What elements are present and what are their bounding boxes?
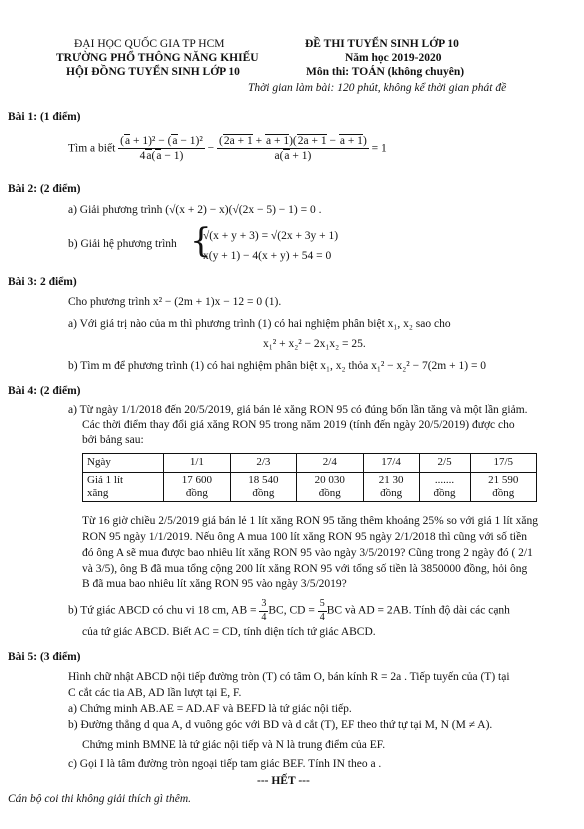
bai4-a-line: Các thời điểm thay đổi giá xăng RON 95 trong năm 2019 (tính đến ngày 20/5/2019) được cho [82,419,515,431]
bai1-fraction-2: $\frac{(2a + 1 + a + 1)(2a + 1 - a + 1)}{a(a + 1)}$ [219,135,367,163]
bai2-b-text: b) Giải hệ phương trình [68,238,177,250]
bai1-prefix: Tìm a biết [68,142,116,155]
bai1-equals: = 1 [371,142,387,155]
school-name: TRƯỜNG PHỔ THÔNG NĂNG KHIẾU [56,52,259,64]
exam-title: ĐỀ THI TUYỂN SINH LỚP 10 [305,38,459,50]
bai5-line: b) Đường thẳng d qua A, d vuông góc với BD và d cắt (T), EF theo thứ tự tại M, N (M ≠ A). [68,719,493,731]
bai4-b-line1: b) Tứ giác ABCD có chu vi 18 cm, AB = $\frac{3}{4}$ BC, CD = $\frac{5}{4}$ BC và AD = 2AB. Tính độ dài các cạnh [68,598,510,623]
bai1-equation: Tìm a biết $\frac{\text{(a + 1)² − (a − 1)²}}{4a(a - 1)}$ − $\frac{(2a + 1 + a + 1)(2a + 1 - a + 1)}{a(a + 1)}$ = 1 [68,135,387,163]
table-header-cell: 2/5 [419,454,470,473]
bai3-title: Bài 3: 2 điểm) [8,276,77,288]
bai3-a-equation: x₁² + x₂² − 2x₁x₂ = 25. [263,338,366,350]
price-table [82,453,537,502]
bai3-a-text: a) Với giá trị nào của m thì phương trình (1) có hai nghiệm phân biệt x₁, x₂ sao cho [68,318,451,330]
bai4-after-line: RON 95 ngày 1/1/2019. Nếu ông A mua 100 lít xăng RON 95 ngày 2/1/2018 thì cũng với số tiền [82,531,527,543]
time-note: Thời gian làm bài: 120 phút, không kể thời gian phát đề [248,82,507,94]
bai3-intro: Cho phương trình x² − (2m + 1)x − 12 = 0 (1). [68,296,282,308]
table-header-cell: 1/1 [164,454,230,473]
end-mark: --- HẾT --- [257,775,310,787]
bai4-after-line: Từ 16 giờ chiều 2/5/2019 giá bán lẻ 1 lít xăng RON 95 tăng thêm khoảng 25% so với giá 1 lít xăng [82,515,538,527]
bai2-title: Bài 2: (2 điểm) [8,183,81,195]
table-header-cell: 17/5 [470,454,537,473]
table-cell: 17 600 đồng [164,473,230,502]
school-year: Năm học 2019-2020 [345,52,442,64]
table-header-cell: Ngày [83,454,164,473]
bai5-title: Bài 5: (3 điểm) [8,651,81,663]
table-header-cell: 2/3 [230,454,296,473]
university-name: ĐẠI HỌC QUỐC GIA TP HCM [74,38,225,50]
bai5-line: Hình chữ nhật ABCD nội tiếp đường tròn (T) có tâm O, bán kính R = 2a . Tiếp tuyến của (T) tại [68,671,510,683]
bai2-a-equation: (√(x + 2) − x)(√(2x − 5) − 1) = 0 . [165,204,322,216]
fraction-3-4: $\frac{3}{4}$ [261,598,267,623]
bai4-title: Bài 4: (2 điểm) [8,385,81,397]
bai5-line: a) Chứng minh AB.AE = AD.AF và BEFD là tứ giác nội tiếp. [68,703,352,715]
table-cell: 21 30 đồng [363,473,419,502]
bai5-line: c) Gọi I là tâm đường tròn ngoại tiếp tam giác BEF. Tính IN theo a . [68,758,382,770]
fraction-5-4: $\frac{5}{4}$ [319,598,325,623]
council-name: HỘI ĐỒNG TUYỂN SINH LỚP 10 [66,66,240,78]
table-header-row [83,454,537,473]
bai4-a-line: bởi bảng sau: [82,434,144,446]
bai2-a [68,203,321,217]
bai3-b-text: b) Tìm m để phương trình (1) có hai nghiệm phân biệt x₁, x₂ thỏa x₁² − x₂² − 7(2m + 1) = 0 [68,360,487,372]
bai2-b-eq2: x(y + 1) − 4(x + y) + 54 = 0 [203,250,332,262]
subject: Môn thi: TOÁN (không chuyên) [306,66,465,78]
system-brace: { [190,221,212,261]
bai4-b-line2: của tứ giác ABCD. Biết AC = CD, tính diện tích tứ giác ABCD. [82,626,376,638]
table-header-cell: 17/4 [363,454,419,473]
table-cell: 20 030 đồng [297,473,363,502]
table-cell: 18 540 đồng [230,473,296,502]
bai2-a-text: a) Giải phương trình [68,204,163,216]
bai5-line: C cắt các tia AB, AD lần lượt tại E, F. [68,687,242,699]
bai5-line: Chứng minh BMNE là tứ giác nội tiếp và N là trung điểm của EF. [82,739,386,751]
bai4-after-line: và 3/5), ông B đã mua tổng cộng 200 lít xăng RON 95 với tổng số tiền là 3850000 đồng, hỏi ông [82,563,528,575]
footer-note: Cán bộ coi thi không giải thích gì thêm. [8,793,192,805]
table-cell: 21 590 đồng [470,473,537,502]
bai1-title: Bài 1: (1 điểm) [8,111,81,123]
table-row [83,473,537,502]
table-cell: ....... đồng [419,473,470,502]
table-header-cell: 2/4 [297,454,363,473]
bai4-after-line: đó ông A sẽ mua được bao nhiêu lít xăng RON 95 vào ngày 3/5/2019? Cũng trong 2 ngày đó ( 2/1 [82,547,533,559]
bai4-after-line: B đã mua bao nhiêu lít xăng RON 95 vào ngày 3/5/2019? [82,578,347,590]
bai1-fraction-1: $\frac{\text{(a + 1)² − (a − 1)²}}{4a(a - 1)}$ [120,135,203,163]
table-cell-label: Giá 1 lít xăng [83,473,164,502]
bai4-a-line: a) Từ ngày 1/1/2018 đến 20/5/2019, giá bán lẻ xăng RON 95 có đúng bốn lần tăng và một lần giảm. [68,404,528,416]
bai2-b-eq1: √(x + y + 3) = √(2x + 3y + 1) [203,230,339,242]
